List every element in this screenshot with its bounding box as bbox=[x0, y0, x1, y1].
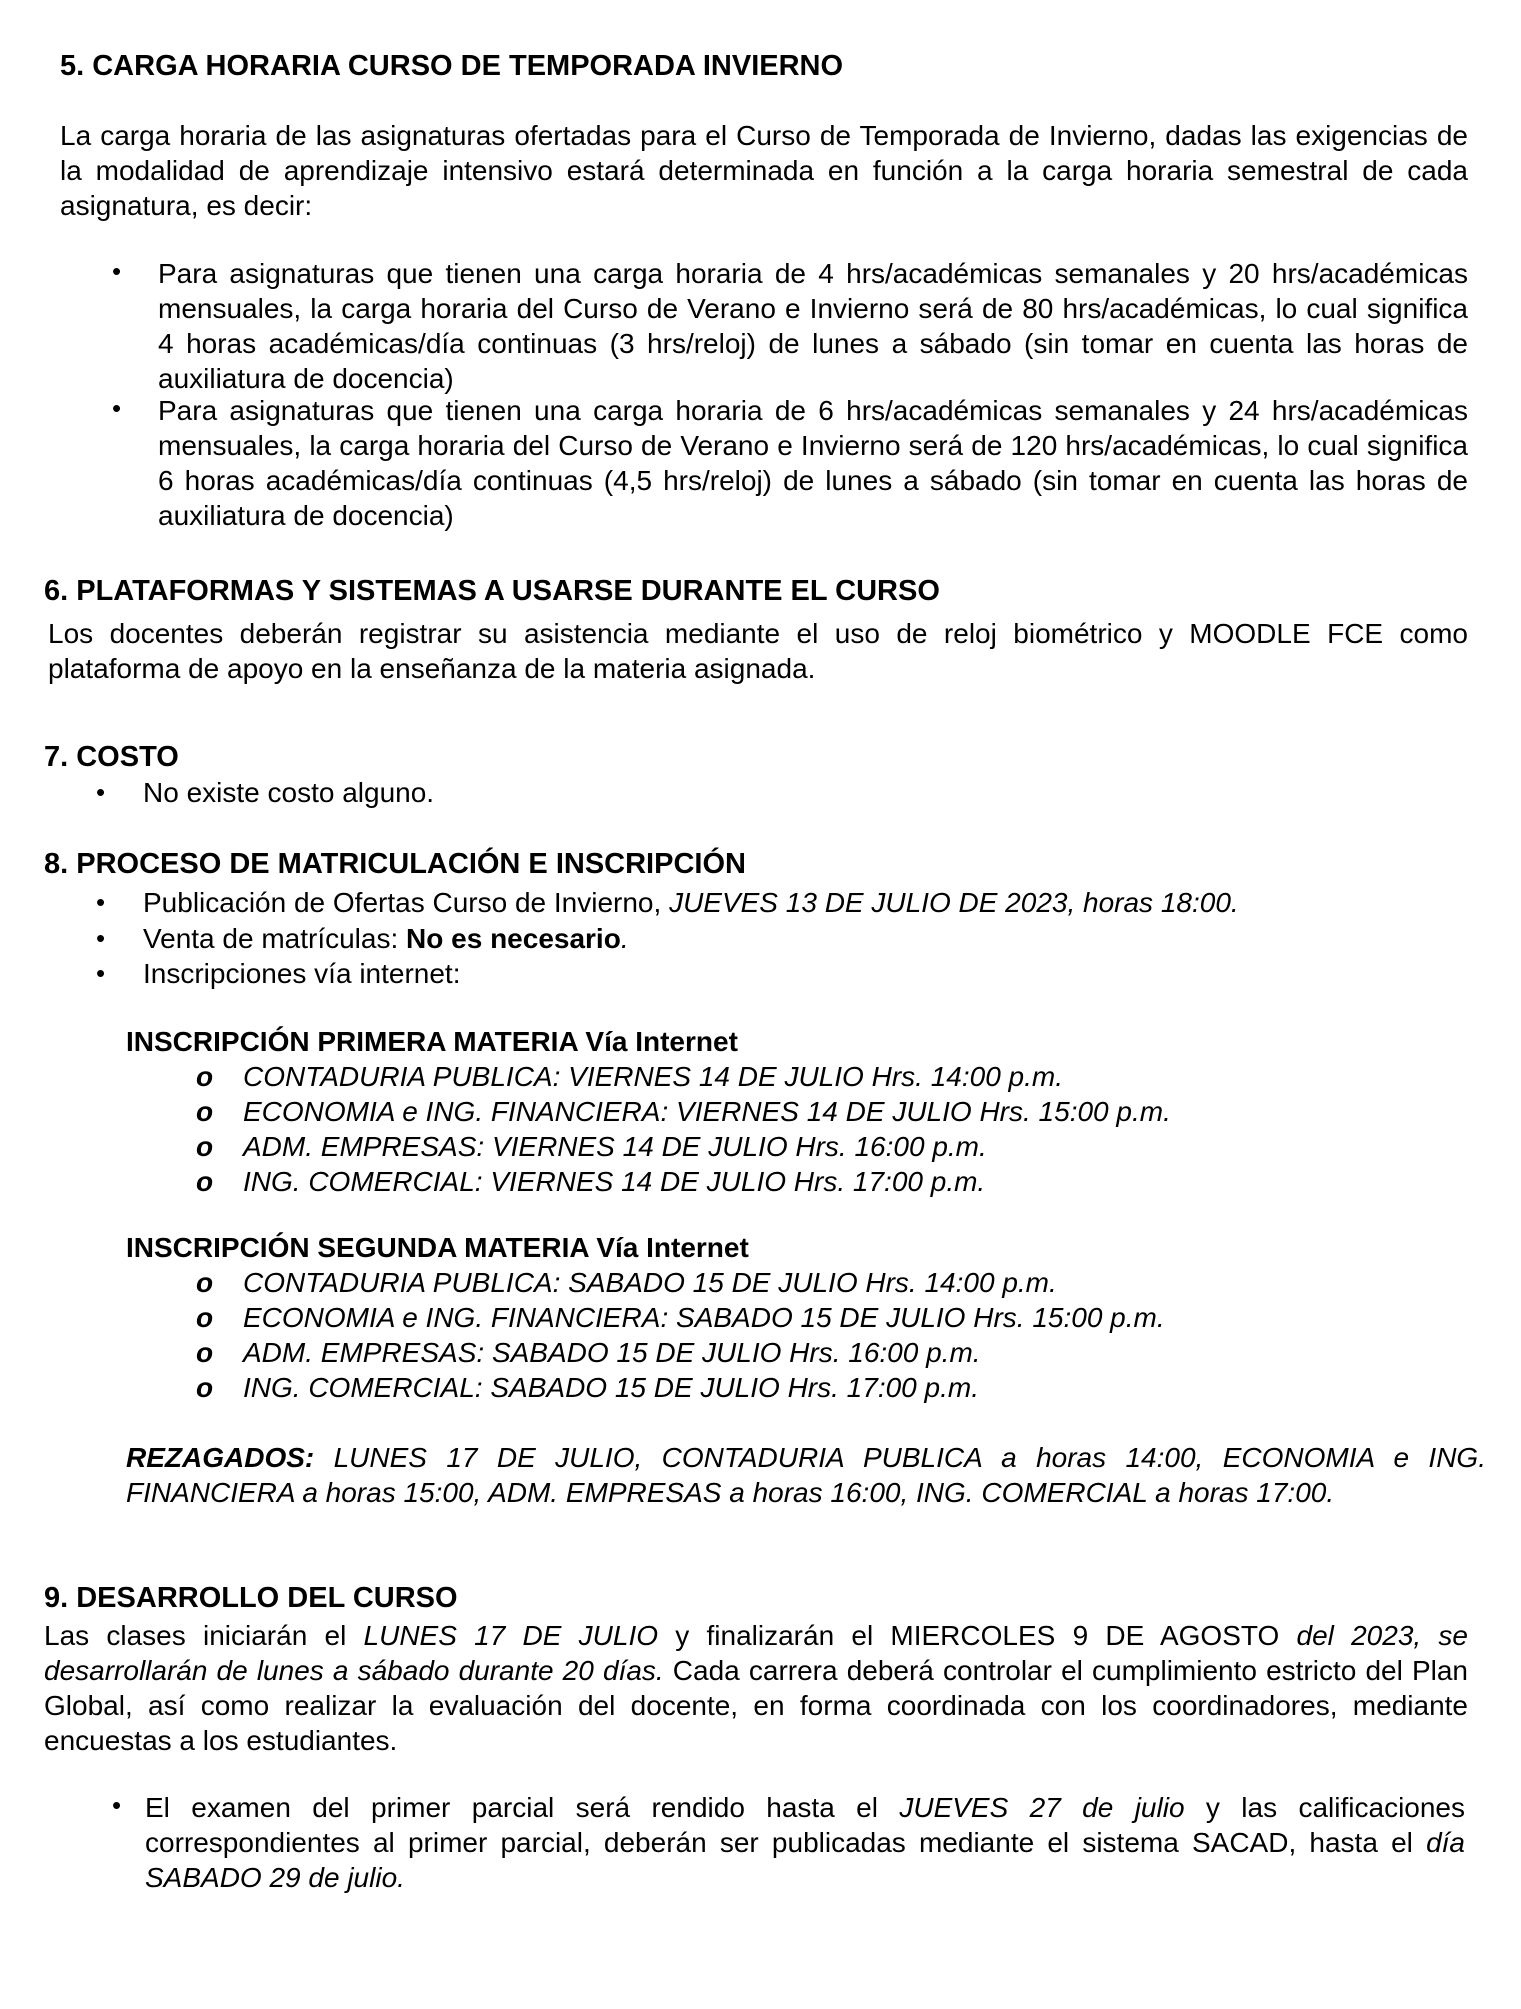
second-subject-item: ADM. EMPRESAS: SABADO 15 DE JULIO Hrs. 16:00 p.m. bbox=[243, 1337, 981, 1368]
first-subject-title: INSCRIPCIÓN PRIMERA MATERIA Vía Internet bbox=[126, 1026, 738, 1057]
section-8-heading: 8. PROCESO DE MATRICULACIÓN E INSCRIPCIÓN bbox=[44, 848, 746, 880]
section-6-heading: 6. PLATAFORMAS Y SISTEMAS A USARSE DURANTE EL CURSO bbox=[44, 575, 940, 607]
sub-bullet-icon: o bbox=[196, 1372, 214, 1403]
section-5-bullet-1: Para asignaturas que tienen una carga horaria de 4 hrs/académicas semanales y 20 hrs/académicas mensuales, la carga horaria del Curso de Verano e Invierno será de 80 hrs/académicas, lo cual significa 4 horas académicas/día continuas (3 hrs/reloj) de lunes a sábado (sin tomar en cuenta las horas de auxiliatura de docencia) bbox=[158, 258, 1468, 394]
section-8-bullet-1: Publicación de Ofertas Curso de Invierno, JUEVES 13 DE JULIO DE 2023, horas 18:00. bbox=[143, 887, 1239, 918]
section-9-text: Las clases iniciarán el LUNES 17 DE JULIO y finalizarán el MIERCOLES 9 DE AGOSTO del 2023, se desarrollarán de lunes a sábado durante 20 días. Cada carrera deberá controlar el cumplimiento estricto del Plan Global, así como realizar la evaluación del docente, en forma coordinada con los coordinadores, mediante encuestas a los estudiantes. bbox=[44, 1620, 1468, 1756]
sub-bullet-icon: o bbox=[196, 1096, 214, 1127]
sub-bullet-icon: o bbox=[196, 1131, 214, 1162]
second-subject-title: INSCRIPCIÓN SEGUNDA MATERIA Vía Internet bbox=[126, 1232, 749, 1263]
section-5-intro: La carga horaria de las asignaturas ofertadas para el Curso de Temporada de Invierno, dadas las exigencias de la modalidad de aprendizaje intensivo estará determinada en función a la carga horaria semestral de cada asignatura, es decir: bbox=[60, 120, 1468, 221]
section-5-bullet-2: Para asignaturas que tienen una carga horaria de 6 hrs/académicas semanales y 24 hrs/académicas mensuales, la carga horaria del Curso de Verano e Invierno será de 120 hrs/académicas, lo cual significa 6 horas académicas/día continuas (4,5 hrs/reloj) de lunes a sábado (sin tomar en cuenta las horas de auxiliatura de docencia) bbox=[158, 395, 1468, 531]
second-subject-item: ECONOMIA e ING. FINANCIERA: SABADO 15 DE JULIO Hrs. 15:00 p.m. bbox=[243, 1302, 1165, 1333]
section-6-text: Los docentes deberán registrar su asistencia mediante el uso de reloj biométrico y MOODLE FCE como plataforma de apoyo en la enseñanza de la materia asignada. bbox=[48, 618, 1468, 684]
bullet-icon: • bbox=[96, 887, 106, 917]
first-subject-item: ING. COMERCIAL: VIERNES 14 DE JULIO Hrs. 17:00 p.m. bbox=[243, 1166, 986, 1197]
section-8-bullet-2: Venta de matrículas: No es necesario. bbox=[143, 923, 629, 954]
section-9-heading: 9. DESARROLLO DEL CURSO bbox=[44, 1582, 458, 1614]
late-registration: REZAGADOS: LUNES 17 DE JULIO, CONTADURIA PUBLICA a horas 14:00, ECONOMIA e ING. FINANCIERA a horas 15:00, ADM. EMPRESAS a horas 16:00, ING. COMERCIAL a horas 17:00. bbox=[126, 1442, 1486, 1508]
sub-bullet-icon: o bbox=[196, 1061, 214, 1092]
second-subject-item: CONTADURIA PUBLICA: SABADO 15 DE JULIO Hrs. 14:00 p.m. bbox=[243, 1267, 1057, 1298]
bullet-icon: • bbox=[96, 958, 106, 988]
sub-bullet-icon: o bbox=[196, 1166, 214, 1197]
section-8-bullet-3: Inscripciones vía internet: bbox=[143, 958, 461, 989]
sub-bullet-icon: o bbox=[196, 1337, 214, 1368]
bullet-icon: • bbox=[112, 393, 122, 423]
bullet-icon: • bbox=[112, 1790, 122, 1820]
bullet-icon: • bbox=[112, 256, 122, 286]
bullet-icon: • bbox=[96, 923, 106, 953]
first-subject-item: ADM. EMPRESAS: VIERNES 14 DE JULIO Hrs. 16:00 p.m. bbox=[243, 1131, 987, 1162]
bullet-icon: • bbox=[96, 777, 106, 807]
section-9-bullet: El examen del primer parcial será rendido hasta el JUEVES 27 de julio y las calificaciones correspondientes al primer parcial, deberán ser publicadas mediante el sistema SACAD, hasta el día SABADO 29 de julio. bbox=[145, 1792, 1466, 1893]
section-7-heading: 7. COSTO bbox=[44, 741, 179, 773]
first-subject-item: ECONOMIA e ING. FINANCIERA: VIERNES 14 DE JULIO Hrs. 15:00 p.m. bbox=[243, 1096, 1171, 1127]
first-subject-item: CONTADURIA PUBLICA: VIERNES 14 DE JULIO Hrs. 14:00 p.m. bbox=[243, 1061, 1063, 1092]
section-7-bullet: No existe costo alguno. bbox=[143, 777, 435, 808]
sub-bullet-icon: o bbox=[196, 1267, 214, 1298]
second-subject-item: ING. COMERCIAL: SABADO 15 DE JULIO Hrs. 17:00 p.m. bbox=[243, 1372, 979, 1403]
sub-bullet-icon: o bbox=[196, 1302, 214, 1333]
section-5-heading: 5. CARGA HORARIA CURSO DE TEMPORADA INVIERNO bbox=[60, 50, 844, 82]
